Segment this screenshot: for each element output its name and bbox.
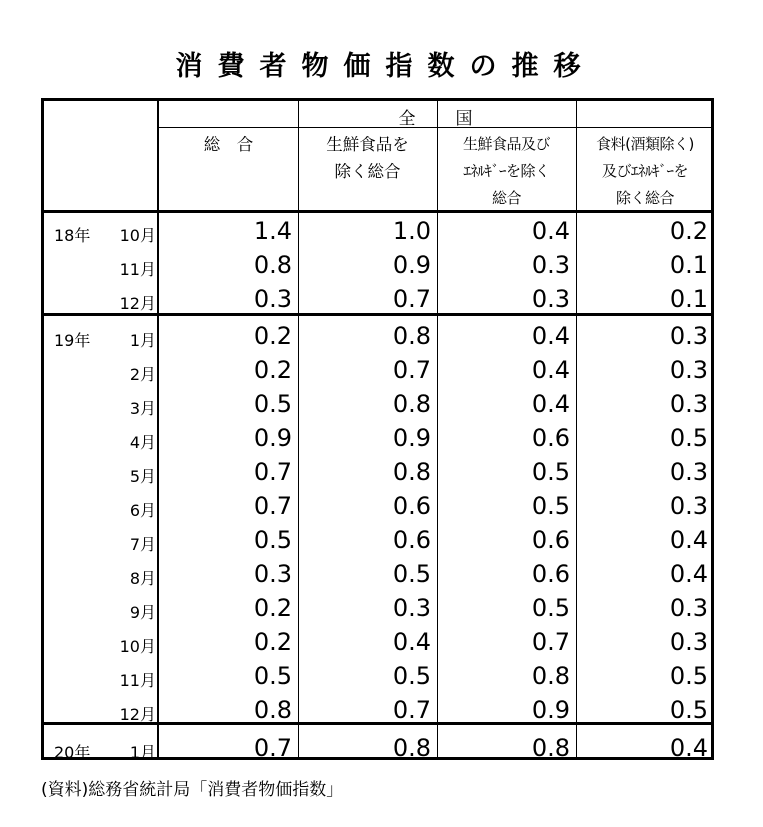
cell-v3: 0.6 <box>531 424 570 452</box>
col-header-ex-food-energy <box>576 131 714 212</box>
cell-v1: 0.2 <box>253 594 292 622</box>
cell-v1: 0.3 <box>253 285 292 313</box>
cell-v1: 0.2 <box>253 628 292 656</box>
cell-v2: 0.3 <box>392 594 431 622</box>
cell-v4: 0.1 <box>669 285 708 313</box>
cell-v1: 0.9 <box>253 424 292 452</box>
cell-v4: 0.4 <box>669 734 708 762</box>
cell-v3: 0.8 <box>531 734 570 762</box>
row-year: 20年 <box>54 743 91 762</box>
row-month: 12月 <box>119 705 156 724</box>
row-year: 18年 <box>54 226 91 245</box>
col-header-ex-fresh-energy-line1: 生鮮食品及び <box>462 135 550 153</box>
cell-v2: 0.8 <box>392 458 431 486</box>
cell-v2: 0.9 <box>392 424 431 452</box>
cpi-table <box>41 98 714 760</box>
cell-v2: 0.5 <box>392 560 431 588</box>
row-month: 7月 <box>129 535 156 554</box>
cell-v1: 0.7 <box>253 458 292 486</box>
cell-v1: 0.5 <box>253 390 292 418</box>
cell-v3: 0.4 <box>531 322 570 350</box>
cell-v3: 0.4 <box>531 390 570 418</box>
col-header-ex-fresh-energy-line2: ｴﾈﾙｷﾞｰを除く <box>463 162 550 180</box>
cell-v1: 0.8 <box>253 696 292 724</box>
table-row <box>44 249 711 283</box>
cell-v2: 0.7 <box>392 696 431 724</box>
col-header-ex-fresh-line2: 除く総合 <box>334 162 401 181</box>
cell-v2: 0.6 <box>392 492 431 520</box>
col-header-ex-fresh-energy-line3: 総合 <box>491 189 521 207</box>
cell-v4: 0.4 <box>669 560 708 588</box>
table-row <box>44 388 711 422</box>
table-row <box>44 320 711 354</box>
group-header: 全 国 <box>398 109 475 129</box>
cell-v3: 0.4 <box>531 217 570 245</box>
row-month: 11月 <box>119 671 156 690</box>
cell-v2: 0.9 <box>392 251 431 279</box>
cell-v2: 0.8 <box>392 390 431 418</box>
row-month: 3月 <box>129 399 156 418</box>
row-month: 12月 <box>119 294 156 313</box>
cell-v3: 0.7 <box>531 628 570 656</box>
cell-v4: 0.3 <box>669 322 708 350</box>
row-month: 8月 <box>129 569 156 588</box>
cell-v2: 0.5 <box>392 662 431 690</box>
cell-v4: 0.3 <box>669 458 708 486</box>
cell-v2: 0.4 <box>392 628 431 656</box>
cell-v3: 0.6 <box>531 560 570 588</box>
row-month: 9月 <box>129 603 156 622</box>
table-row <box>44 732 711 766</box>
table-row <box>44 456 711 490</box>
cell-v3: 0.6 <box>531 526 570 554</box>
col-header-ex-fresh-energy <box>437 131 576 212</box>
table-row <box>44 660 711 694</box>
cell-v1: 0.5 <box>253 526 292 554</box>
row-month: 1月 <box>129 743 156 762</box>
row-month: 2月 <box>129 365 156 384</box>
cell-v4: 0.4 <box>669 526 708 554</box>
cell-v1: 0.7 <box>253 492 292 520</box>
col-header-ex-food-energy-line1: 食料(酒類除く) <box>596 135 694 153</box>
row-month: 11月 <box>119 260 156 279</box>
cell-v4: 0.5 <box>669 662 708 690</box>
cell-v1: 0.8 <box>253 251 292 279</box>
cell-v4: 0.3 <box>669 628 708 656</box>
cell-v1: 0.7 <box>253 734 292 762</box>
cell-v3: 0.8 <box>531 662 570 690</box>
col-header-total <box>159 131 298 158</box>
page-title: 消費者物価指数の推移 <box>175 51 596 82</box>
row-month: 1月 <box>129 331 156 350</box>
cell-v1: 0.2 <box>253 322 292 350</box>
cell-v4: 0.3 <box>669 390 708 418</box>
row-month: 10月 <box>119 637 156 656</box>
cell-v1: 0.2 <box>253 356 292 384</box>
col-header-ex-food-energy-line3: 除く総合 <box>615 189 674 207</box>
cell-v3: 0.5 <box>531 458 570 486</box>
table-row <box>44 490 711 524</box>
cell-v4: 0.3 <box>669 594 708 622</box>
row-month: 10月 <box>119 226 156 245</box>
cell-v3: 0.4 <box>531 356 570 384</box>
col-header-ex-fresh <box>298 131 437 185</box>
table-row <box>44 626 711 660</box>
cell-v1: 0.3 <box>253 560 292 588</box>
table-row <box>44 524 711 558</box>
cell-v2: 0.8 <box>392 322 431 350</box>
cell-v3: 0.5 <box>531 492 570 520</box>
cell-v3: 0.3 <box>531 251 570 279</box>
table-row <box>44 558 711 592</box>
col-header-ex-food-energy-line2: 及びｴﾈﾙｷﾞｰを <box>601 162 688 180</box>
group-header-underline <box>159 127 711 128</box>
table-row <box>44 283 711 317</box>
cell-v2: 0.8 <box>392 734 431 762</box>
cell-v4: 0.5 <box>669 696 708 724</box>
cell-v3: 0.9 <box>531 696 570 724</box>
col-header-total-label: 総 合 <box>203 135 254 154</box>
cell-v1: 1.4 <box>253 217 292 245</box>
cell-v4: 0.5 <box>669 424 708 452</box>
cell-v3: 0.3 <box>531 285 570 313</box>
cell-v4: 0.3 <box>669 492 708 520</box>
table-row <box>44 592 711 626</box>
cell-v4: 0.2 <box>669 217 708 245</box>
col-header-ex-fresh-line1: 生鮮食品を <box>326 135 409 154</box>
table-row <box>44 354 711 388</box>
table-header <box>44 101 711 213</box>
table-row <box>44 694 711 728</box>
cell-v3: 0.5 <box>531 594 570 622</box>
cell-v4: 0.1 <box>669 251 708 279</box>
row-month: 6月 <box>129 501 156 520</box>
table-row <box>44 422 711 456</box>
cell-v2: 0.7 <box>392 356 431 384</box>
cell-v2: 0.6 <box>392 526 431 554</box>
cell-v4: 0.3 <box>669 356 708 384</box>
cell-v2: 1.0 <box>392 217 431 245</box>
row-year: 19年 <box>54 331 91 350</box>
row-month: 4月 <box>129 433 156 452</box>
cell-v2: 0.7 <box>392 285 431 313</box>
cell-v1: 0.5 <box>253 662 292 690</box>
row-month: 5月 <box>129 467 156 486</box>
source-note: (資料)総務省統計局「消費者物価指数」 <box>41 780 344 800</box>
table-row <box>44 215 711 249</box>
